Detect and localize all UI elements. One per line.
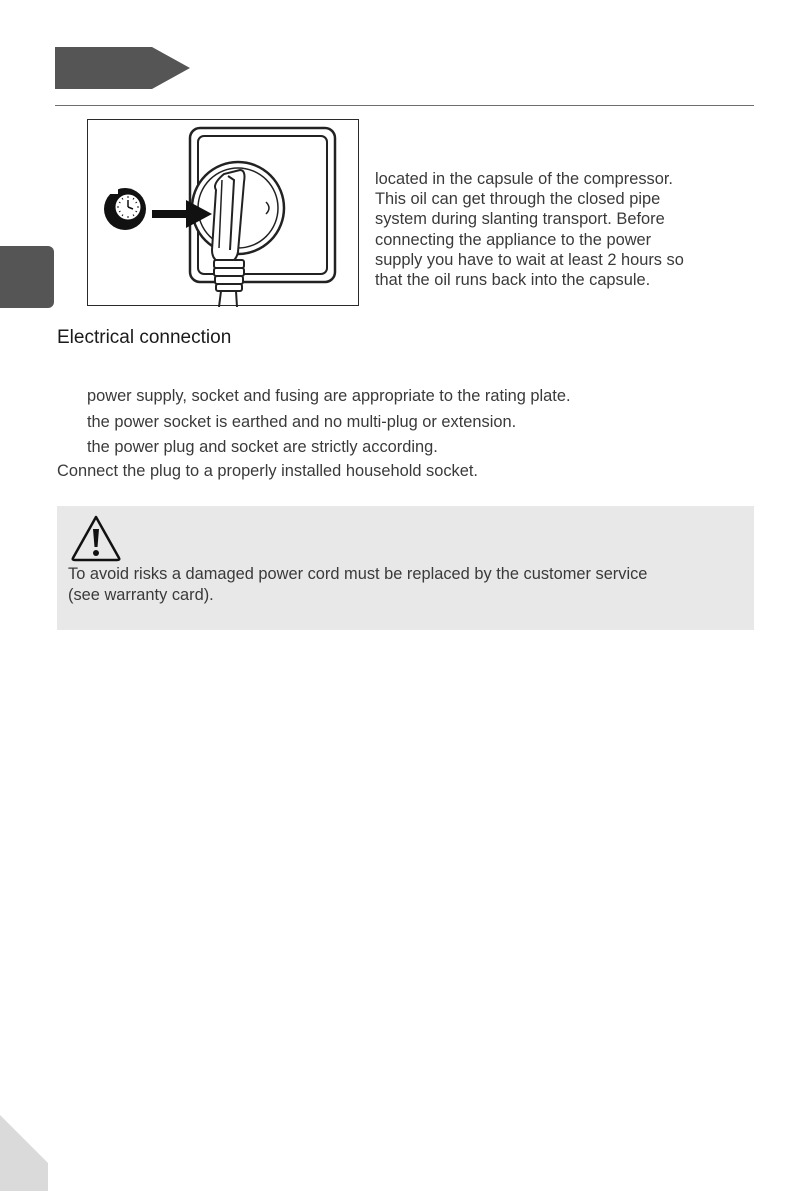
warning-line: (see warranty card).	[68, 586, 214, 604]
intro-line: system during slanting transport. Before	[375, 210, 665, 229]
check-item: the power plug and socket are strictly according.	[87, 438, 438, 456]
warning-triangle-icon	[70, 514, 122, 562]
intro-line: connecting the appliance to the power	[375, 230, 652, 249]
check-item: the power socket is earthed and no multi-plug or extension.	[87, 413, 517, 431]
clock-icon	[104, 184, 146, 230]
section-heading-electrical-connection: Electrical connection	[57, 327, 232, 348]
header-divider	[55, 105, 754, 106]
plug-socket-illustration	[87, 119, 359, 306]
intro-line: This oil can get through the closed pipe	[375, 190, 661, 209]
side-language-tab	[0, 246, 54, 308]
intro-line: located in the capsule of the compressor.	[375, 170, 673, 188]
check-item: power supply, socket and fusing are appropriate to the rating plate.	[87, 387, 571, 405]
power-plug-icon	[212, 170, 245, 307]
connect-plug-instruction: Connect the plug to a properly installed household socket.	[57, 462, 478, 480]
warning-box	[57, 506, 754, 630]
page-corner-mark	[0, 1115, 48, 1191]
transport-oil-note	[375, 169, 735, 290]
section-arrow-tab	[55, 47, 190, 89]
intro-line: that the oil runs back into the capsule.	[375, 271, 651, 290]
warning-line: To avoid risks a damaged power cord must be replaced by the customer service	[68, 565, 648, 583]
intro-line: supply you have to wait at least 2 hours so	[375, 250, 684, 269]
warning-text	[68, 564, 743, 606]
